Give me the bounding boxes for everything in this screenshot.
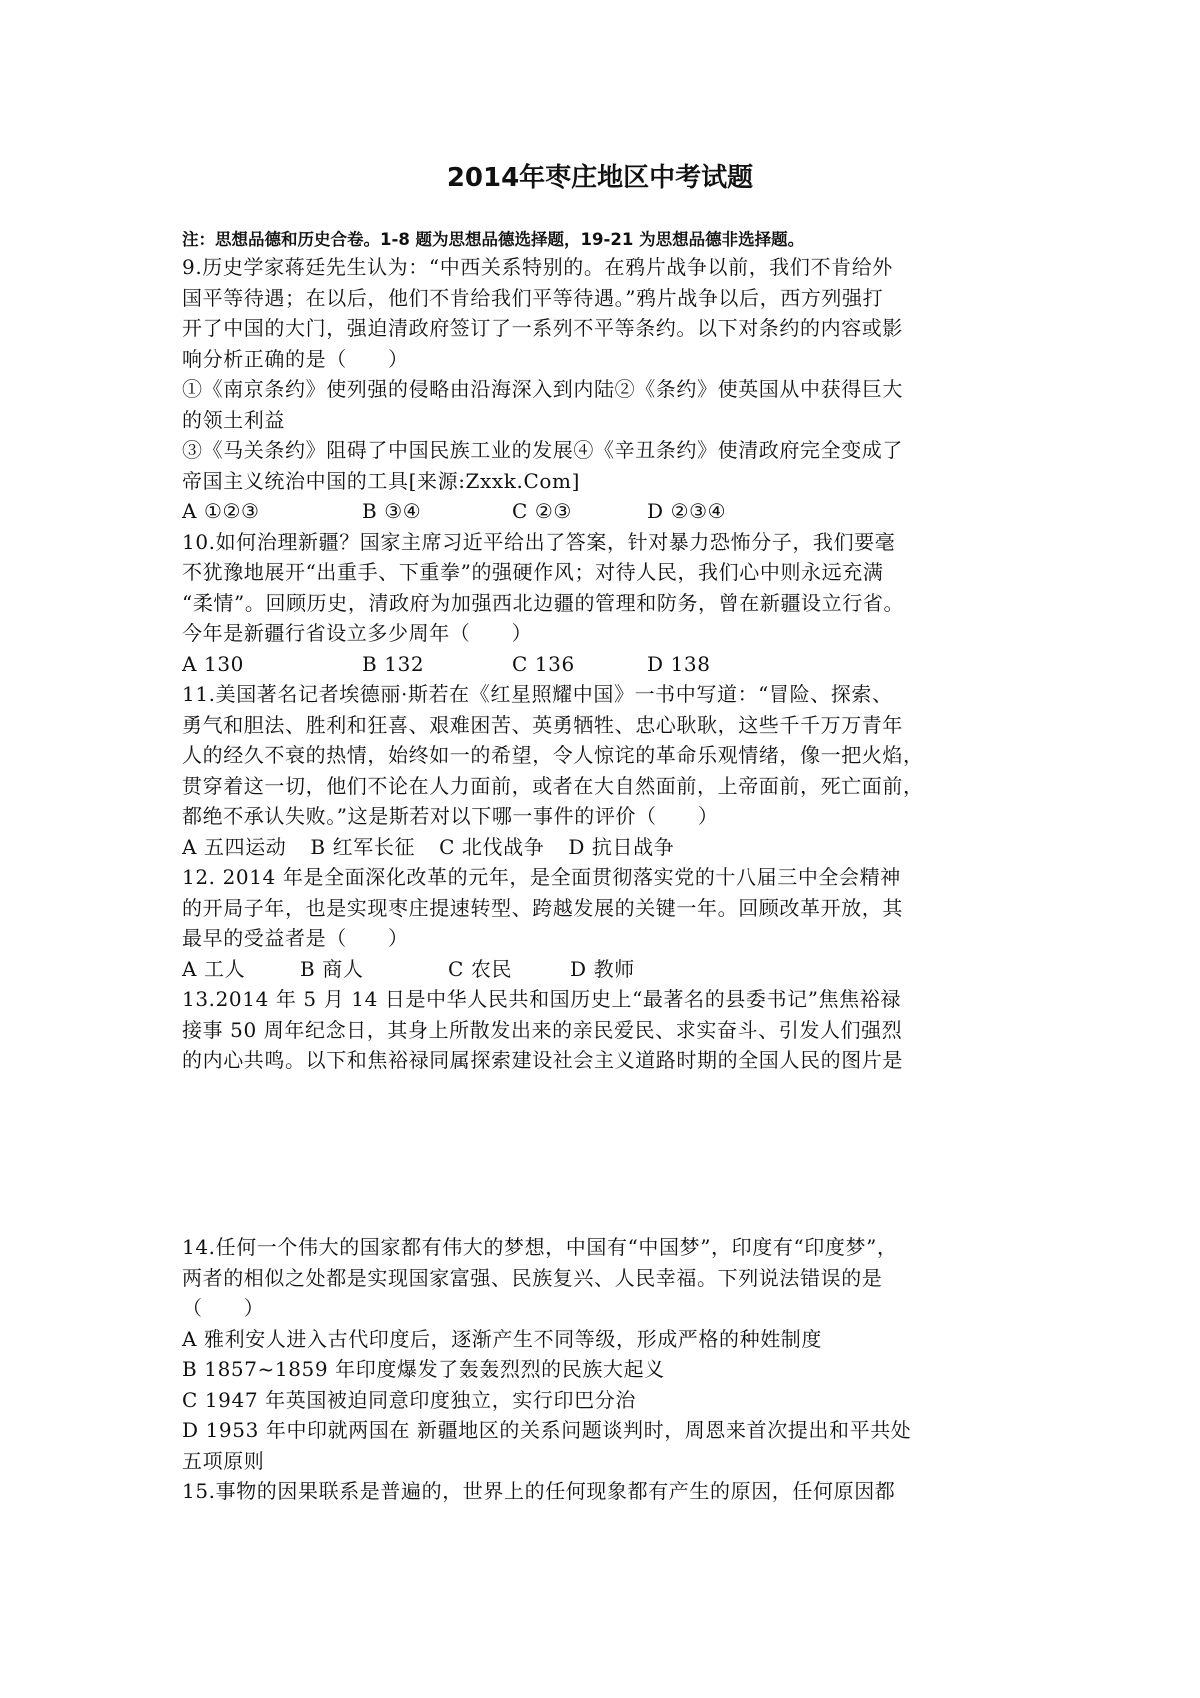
question-line: 接事 50 周年纪念日，其身上所散发出来的亲民爱民、求实奋斗、引发人们强烈: [182, 1017, 903, 1042]
question-9: [182, 252, 1042, 527]
question-line: 都绝不承认失败。”这是斯若对以下哪一事件的评价（ ）: [182, 804, 719, 828]
option-a: A 工人: [182, 956, 246, 981]
question-10: [182, 527, 1042, 680]
answer-options: [182, 649, 1042, 680]
option-c: C ②③: [512, 499, 572, 523]
question-line: 响分析正确的是（ ）: [182, 346, 409, 371]
answer-options: [182, 954, 1042, 985]
question-line: 五项原则: [182, 1448, 265, 1473]
option-d: D 138: [647, 651, 711, 676]
question-line: 9.历史学家蒋廷先生认为：“中西关系特别的。在鸦片战争以前，我们不肯给外: [182, 255, 893, 279]
question-11: [182, 679, 1042, 862]
answer-options: [182, 832, 1042, 863]
question-line: 最早的受益者是（ ）: [182, 926, 409, 950]
question-line: 勇气和胆法、胜利和狂喜、艰难困苦、英勇牺牲、忠心耿耿，这些千千万万青年: [182, 712, 903, 737]
question-line: A 雅利安人进入古代印度后，逐渐产生不同等级，形成严格的种姓制度: [182, 1326, 822, 1351]
question-line: C 1947 年英国被迫同意印度独立，实行印巴分治: [182, 1387, 636, 1412]
question-line: ①《南京条约》使列强的侵略由沿海深入到内陆②《条约》使英国从中获得巨大: [182, 377, 903, 401]
question-line: 贯穿着这一切，他们不论在人力面前，或者在大自然面前，上帝面前，死亡面前，: [182, 773, 924, 798]
exam-note: 注：思想品德和历史合卷。1-8 题为思想品德选择题，19-21 为思想品德非选择题。: [182, 230, 805, 249]
question-14: [182, 1232, 1042, 1507]
question-line: 开了中国的大门，强迫清政府签订了一系列不平等条约。以下对条约的内容或影: [182, 316, 903, 340]
option-a: A ①②③: [182, 499, 260, 523]
option-c: C 农民: [448, 956, 513, 981]
question-line: “柔情”。回顾历史，清政府为加强西北边疆的管理和防务，曾在新疆设立行省。: [182, 590, 905, 615]
question-line: 帝国主义统治中国的工具[来源:Zxxk.Com]: [182, 468, 580, 493]
question-line: 不犹豫地展开“出重手、下重拳”的强硬作风；对待人民，我们心中则永远充满: [182, 560, 884, 584]
option-d: D ②③④: [647, 499, 727, 523]
question-line: 两者的相似之处都是实现国家富强、民族复兴、人民幸福。下列说法错误的是: [182, 1265, 883, 1290]
option-d: D 教师: [570, 956, 635, 981]
option-c: C 136: [512, 651, 575, 676]
question-line: 14.任何一个伟大的国家都有伟大的梦想，中国有“中国梦”，印度有“印度梦”，: [182, 1235, 898, 1259]
option-d: D 抗日战争: [568, 834, 675, 859]
question-line: 的内心共鸣。以下和焦裕禄同属探索建设社会主义道路时期的全国人民的图片是: [182, 1048, 903, 1072]
option-b: B ③④: [362, 499, 422, 523]
option-c: C 北伐战争: [439, 834, 545, 859]
answer-options: [182, 496, 1042, 527]
question-line: 人的经久不衰的热情，始终如一的希望，令人惊诧的革命乐观情绪，像一把火焰，: [182, 743, 924, 767]
question-line: 的领土利益: [182, 407, 285, 432]
question-line: 15.事物的因果联系是普遍的，世界上的任何现象都有产生的原因，任何原因都: [182, 1479, 896, 1503]
option-a: A 130: [182, 651, 244, 676]
question-line: 12. 2014 年是全面深化改革的元年，是全面贯彻落实党的十八届三中全会精神: [182, 865, 901, 889]
option-b: B 132: [362, 651, 425, 676]
question-line: 13.2014 年 5 月 14 日是中华人民共和国历史上“最著名的县委书记”焦焦裕禄: [182, 987, 901, 1011]
question-line: 的开局子年，也是实现枣庄提速转型、跨越发展的关键一年。回顾改革开放，其: [182, 895, 903, 920]
question-line: （ ）: [182, 1296, 265, 1320]
question-line: 今年是新疆行省设立多少周年（ ）: [182, 621, 533, 645]
question-line: 国平等待遇；在以后，他们不肯给我们平等待遇。”鸦片战争以后，西方列强打: [182, 285, 884, 310]
option-a: A 五四运动: [182, 834, 287, 859]
question-13: [182, 984, 1042, 1076]
option-b: B 商人: [300, 956, 364, 981]
question-line: 11.美国著名记者埃德丽·斯若在《红星照耀中国》一书中写道：“冒险、探索、: [182, 682, 893, 706]
question-line: B 1857~1859 年印度爆发了轰轰烈烈的民族大起义: [182, 1357, 665, 1381]
exam-title: 2014年枣庄地区中考试题: [446, 163, 754, 193]
question-12: [182, 862, 1042, 984]
question-line: 10.如何治理新疆？国家主席习近平给出了答案，针对暴力恐怖分子，我们要毫: [182, 529, 896, 554]
question-line: ③《马关条约》阻碍了中国民族工业的发展④《辛丑条约》使清政府完全变成了: [182, 438, 903, 462]
question-line: D 1953 年中印就两国在 新疆地区的关系问题谈判时，周恩来首次提出和平共处: [182, 1418, 912, 1442]
option-b: B 红军长征: [310, 834, 416, 859]
